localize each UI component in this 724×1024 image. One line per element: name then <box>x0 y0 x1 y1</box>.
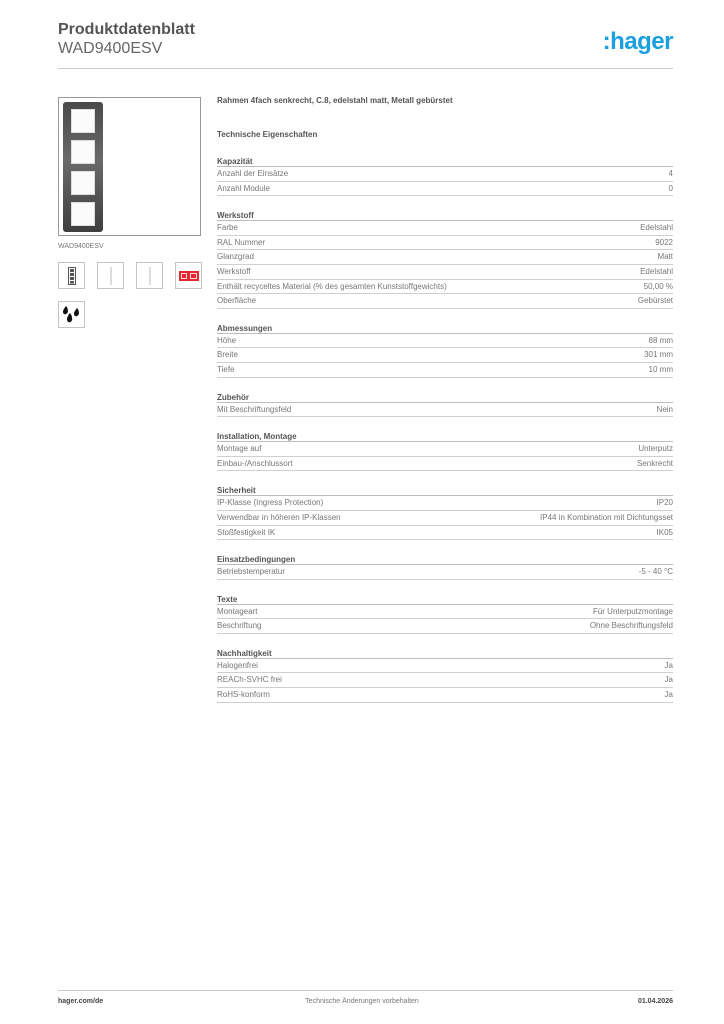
section-installation-montage <box>217 431 673 471</box>
property-row <box>217 526 673 541</box>
property-value: Für Unterputzmontage <box>592 606 673 616</box>
property-label: Halogenfrei <box>217 660 258 670</box>
property-row <box>217 348 673 363</box>
property-label: Anzahl der Einsätze <box>217 169 289 178</box>
property-row <box>217 673 673 688</box>
property-row <box>217 294 673 309</box>
section-einsatzbedingungen <box>217 554 673 580</box>
footer-divider <box>58 990 673 991</box>
property-label: Enthält recyceltes Material (% des gesamten Kunststoffgewichts) <box>217 281 447 291</box>
property-row <box>217 265 673 280</box>
section-title: Abmessungen <box>217 323 673 334</box>
property-row <box>217 688 673 703</box>
section-abmessungen <box>217 323 673 378</box>
property-row <box>217 457 673 472</box>
property-value: 0 <box>668 183 673 193</box>
property-value: 4 <box>668 169 673 178</box>
property-value: Nein <box>656 404 673 414</box>
property-label: Tiefe <box>217 364 235 374</box>
property-row <box>217 511 673 526</box>
website-link[interactable]: hager.com/de <box>58 998 104 1005</box>
property-value: 10 mm <box>648 364 673 374</box>
property-value: 50,00 % <box>643 281 673 291</box>
property-label: Montageart <box>217 606 258 616</box>
frame-slot <box>71 202 95 226</box>
property-value: 9022 <box>655 237 673 247</box>
property-label: Montage auf <box>217 444 262 454</box>
product-code: WAD9400ESV <box>58 40 163 57</box>
property-row <box>217 496 673 511</box>
property-row <box>217 403 673 418</box>
property-value: Senkrecht <box>636 458 673 468</box>
property-row <box>217 659 673 674</box>
property-label: Einbau-/Anschlussort <box>217 458 293 468</box>
property-label: Glanzgrad <box>217 252 254 262</box>
properties-sections <box>217 156 673 703</box>
water-drops-icon <box>58 301 85 328</box>
section-title: Kapazität <box>217 156 673 167</box>
legal-notice: Technische Änderungen vorbehalten <box>305 998 419 1005</box>
section-title: Installation, Montage <box>217 431 673 442</box>
section-title: Einsatzbedingungen <box>217 554 673 565</box>
property-value: IP20 <box>656 498 673 508</box>
frame-illustration <box>63 102 103 232</box>
section-sicherheit <box>217 485 673 540</box>
property-value: 301 mm <box>644 350 673 360</box>
product-details <box>217 96 673 703</box>
property-value: Matt <box>657 252 673 262</box>
property-row <box>217 363 673 378</box>
property-label: Höhe <box>217 335 237 345</box>
property-value: IK05 <box>656 527 673 537</box>
frame-slot <box>71 140 95 164</box>
property-label: Oberfläche <box>217 296 257 306</box>
property-label: Stoßfestigkeit IK <box>217 527 276 537</box>
property-label: REACh-SVHC frei <box>217 675 282 685</box>
property-label: RoHS-konform <box>217 690 270 700</box>
property-value: Unterputz <box>638 444 673 454</box>
property-label: RAL Nummer <box>217 237 266 247</box>
property-row <box>217 250 673 265</box>
property-label: Beschriftung <box>217 621 262 631</box>
property-label: Werkstoff <box>217 266 251 276</box>
property-row <box>217 334 673 349</box>
section-kapazität <box>217 156 673 196</box>
section-title: Nachhaltigkeit <box>217 648 673 659</box>
property-label: Breite <box>217 350 238 360</box>
property-value: Ohne Beschriftungsfeld <box>589 621 673 631</box>
frame-slot <box>71 109 95 133</box>
technical-properties-heading: Technische Eigenschaften <box>217 130 318 139</box>
hager-logo: :hager <box>602 28 673 55</box>
frame-slot <box>71 171 95 195</box>
property-label: Verwendbar in höheren IP-Klassen <box>217 512 341 522</box>
property-label: Mit Beschriftungsfeld <box>217 404 292 414</box>
property-row <box>217 221 673 236</box>
section-nachhaltigkeit <box>217 648 673 703</box>
property-label: IP-Klasse (Ingress Protection) <box>217 498 324 508</box>
product-description: Rahmen 4fach senkrecht, C.8, edelstahl matt, Metall gebürstet <box>217 96 453 105</box>
property-value: Edelstahl <box>640 223 673 233</box>
section-title: Texte <box>217 594 673 605</box>
property-value: Edelstahl <box>640 266 673 276</box>
property-row <box>217 182 673 197</box>
section-texte <box>217 594 673 634</box>
property-row <box>217 619 673 634</box>
ip-rating-badge-icon <box>175 262 202 289</box>
property-row <box>217 605 673 620</box>
section-title: Werkstoff <box>217 210 673 221</box>
property-value: 88 mm <box>648 335 673 345</box>
product-image <box>58 97 201 236</box>
vertical-line-icon <box>97 262 124 289</box>
section-werkstoff <box>217 210 673 309</box>
section-title: Sicherheit <box>217 485 673 496</box>
property-row <box>217 565 673 580</box>
property-value: Gebürstet <box>637 296 673 306</box>
property-label: Farbe <box>217 223 238 233</box>
document-date: 01.04.2026 <box>637 998 673 1005</box>
property-label: Anzahl Module <box>217 183 270 193</box>
property-row <box>217 280 673 295</box>
document-header <box>58 20 195 58</box>
header-divider <box>58 68 673 69</box>
section-zubehör <box>217 392 673 418</box>
property-row <box>217 236 673 251</box>
four-gang-vertical-icon <box>58 262 85 289</box>
image-caption: WAD9400ESV <box>58 243 104 250</box>
document-title: Produktdatenblatt <box>58 21 195 38</box>
property-value: Ja <box>664 660 673 670</box>
property-value: IP44 in Kombination mit Dichtungsset <box>540 512 673 522</box>
property-row <box>217 167 673 182</box>
property-value: Ja <box>664 675 673 685</box>
feature-icons <box>58 262 202 289</box>
vertical-line-icon <box>136 262 163 289</box>
property-row <box>217 442 673 457</box>
property-label: Betriebstemperatur <box>217 567 286 577</box>
property-value: Ja <box>664 690 673 700</box>
property-value: -5 - 40 °C <box>638 567 673 577</box>
section-title: Zubehör <box>217 392 673 403</box>
